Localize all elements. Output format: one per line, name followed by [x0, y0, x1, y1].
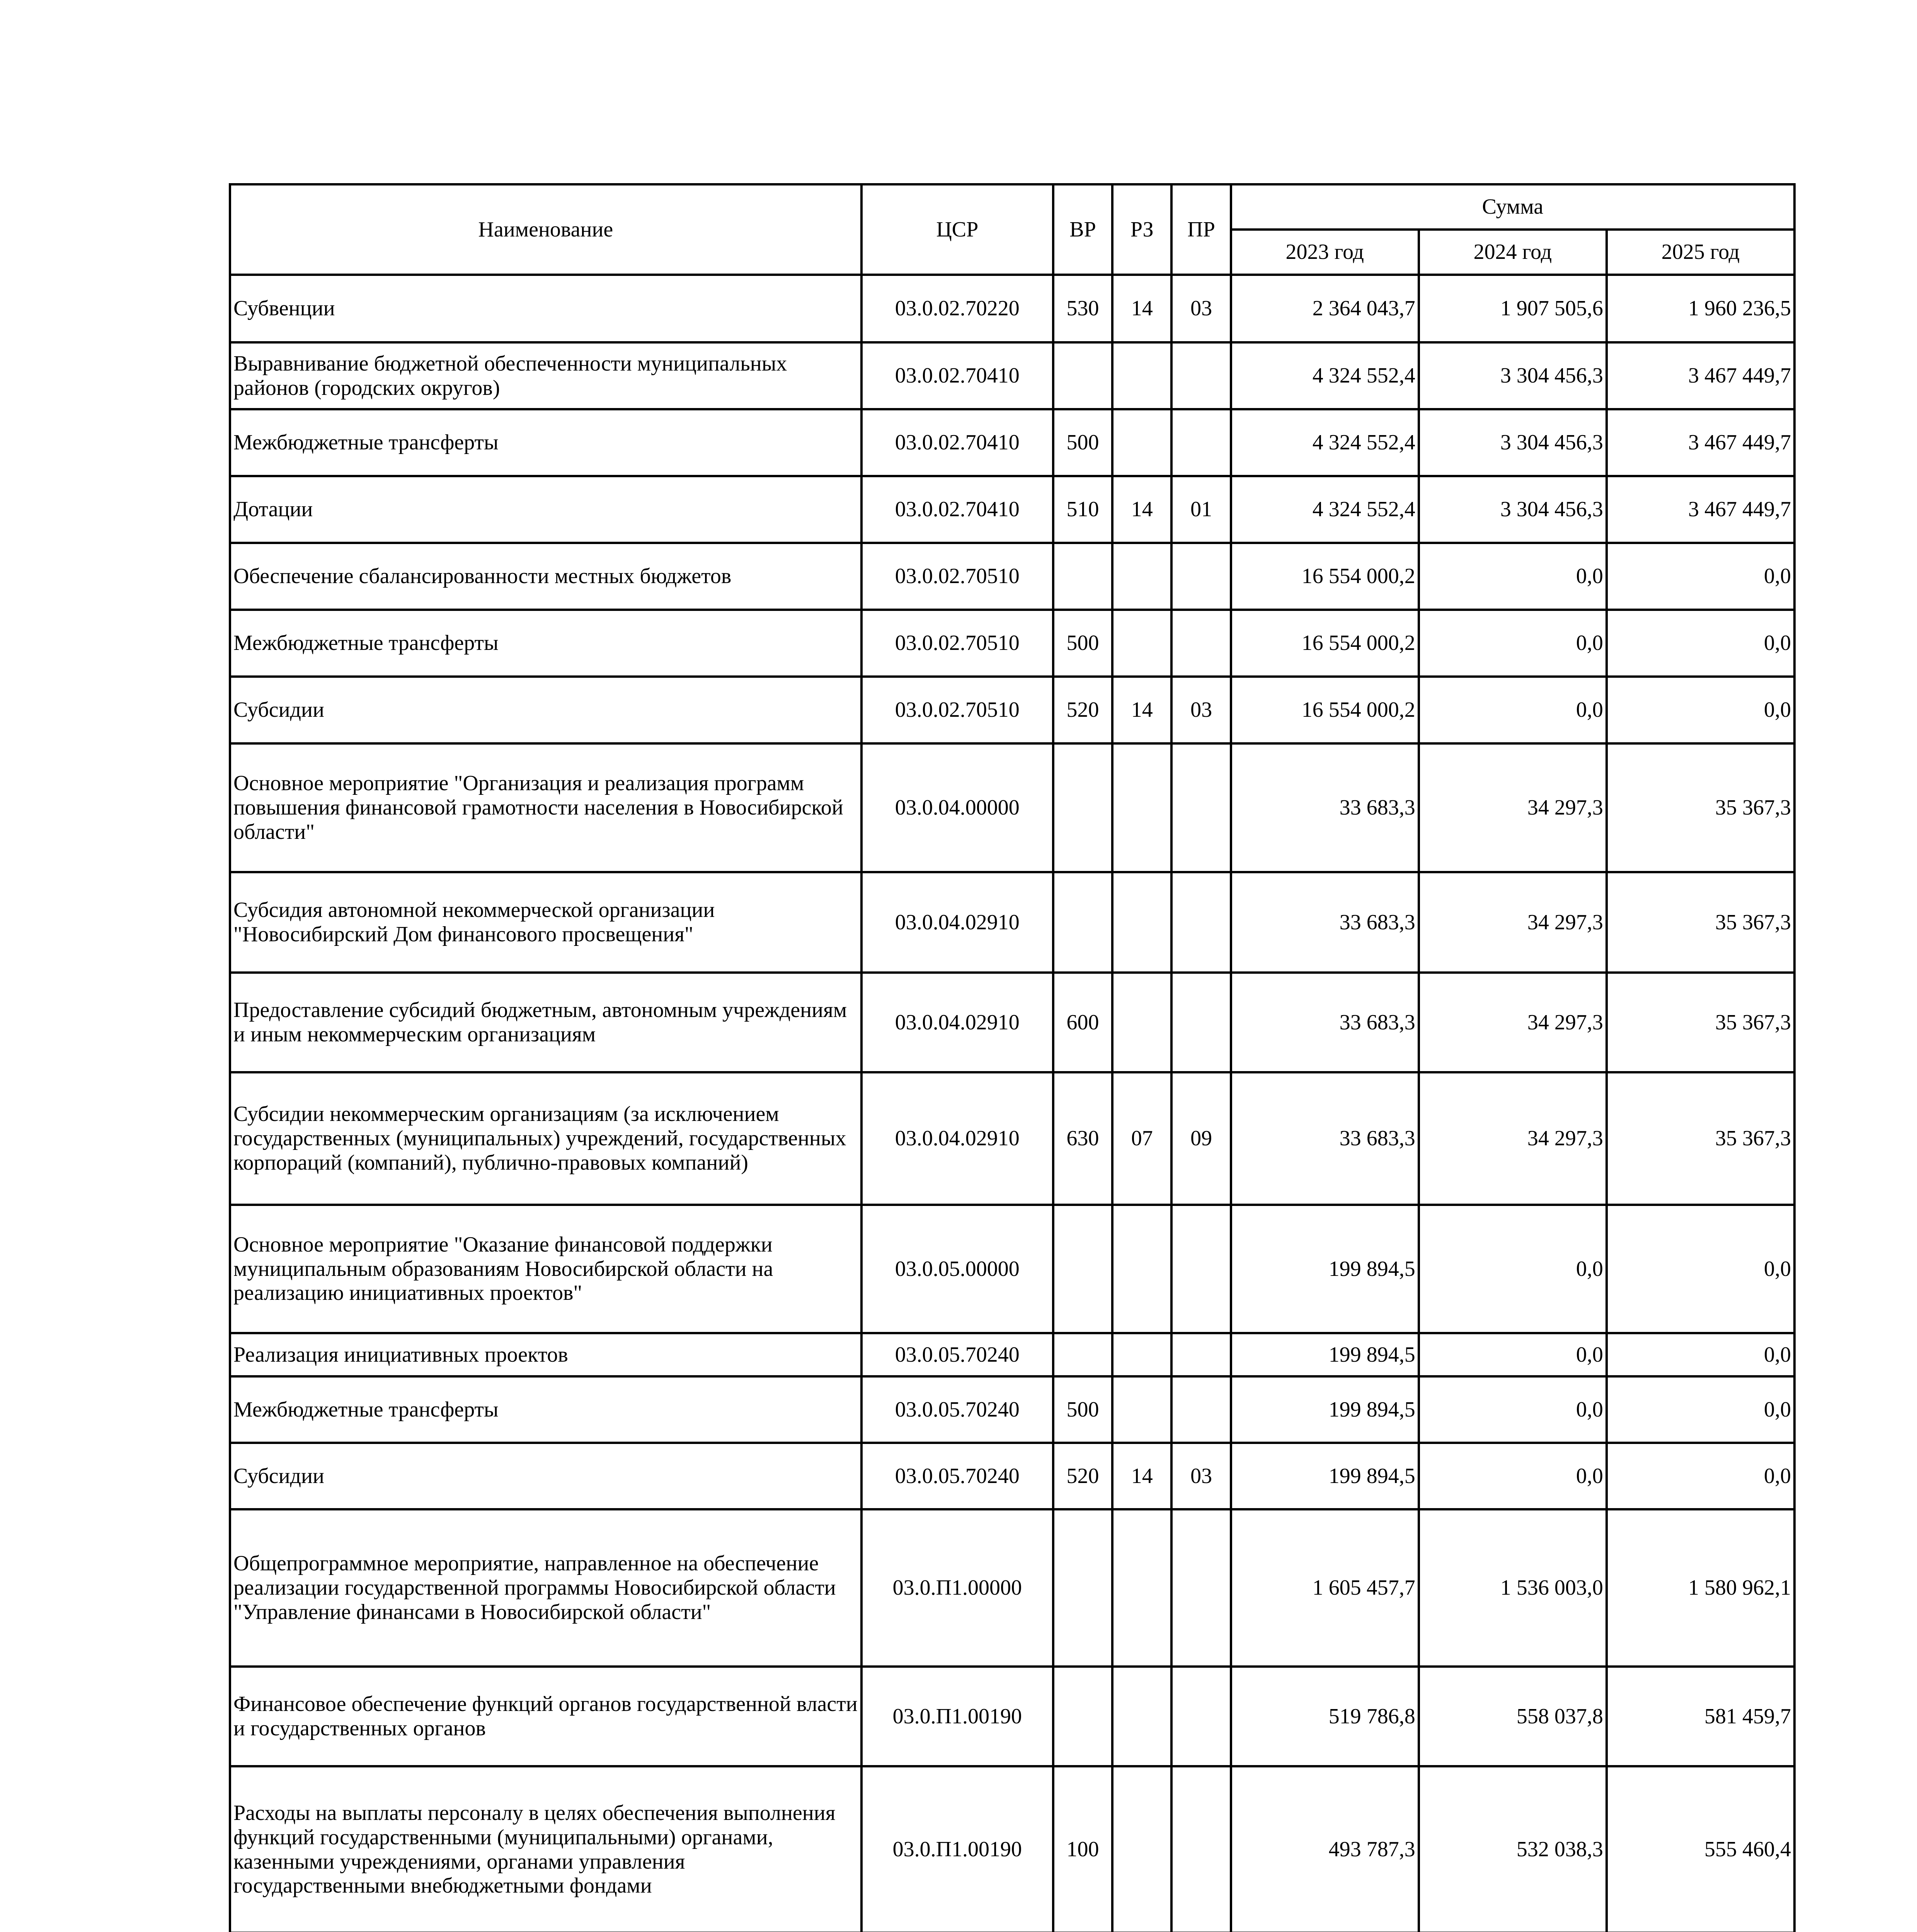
row-sum-2025: 0,0	[1607, 1443, 1794, 1509]
header-pr: ПР	[1171, 184, 1231, 275]
row-pr	[1171, 409, 1231, 476]
row-pr	[1171, 1667, 1231, 1766]
row-vr: 630	[1053, 1072, 1112, 1205]
table-row	[230, 409, 1794, 476]
row-rz	[1112, 543, 1171, 610]
row-sum-2023: 33 683,3	[1231, 1072, 1419, 1205]
row-name: Дотации	[230, 476, 861, 543]
row-sum-2025: 555 460,4	[1607, 1766, 1794, 1932]
row-sum-2024: 3 304 456,3	[1419, 409, 1607, 476]
table-row	[230, 1333, 1794, 1376]
header-year-2023: 2023 год	[1231, 230, 1419, 275]
row-sum-2024: 3 304 456,3	[1419, 476, 1607, 543]
row-pr	[1171, 1205, 1231, 1333]
row-sum-2023: 4 324 552,4	[1231, 476, 1419, 543]
row-sum-2025: 0,0	[1607, 1205, 1794, 1333]
table-row	[230, 872, 1794, 973]
table-row	[230, 610, 1794, 677]
row-name: Предоставление субсидий бюджетным, автономным учреждениям и иным некоммерческим организациям	[230, 973, 861, 1072]
row-sum-2023: 199 894,5	[1231, 1205, 1419, 1333]
row-sum-2023: 16 554 000,2	[1231, 677, 1419, 743]
table-row	[230, 476, 1794, 543]
table-body	[230, 275, 1794, 1932]
row-vr: 530	[1053, 275, 1112, 342]
row-sum-2025: 35 367,3	[1607, 872, 1794, 973]
row-sum-2025: 581 459,7	[1607, 1667, 1794, 1766]
row-pr: 03	[1171, 677, 1231, 743]
row-csr: 03.0.П1.00190	[861, 1667, 1053, 1766]
row-name: Выравнивание бюджетной обеспеченности муниципальных районов (городских округов)	[230, 342, 861, 409]
row-vr	[1053, 872, 1112, 973]
row-csr: 03.0.02.70410	[861, 409, 1053, 476]
row-sum-2024: 532 038,3	[1419, 1766, 1607, 1932]
row-name: Межбюджетные трансферты	[230, 409, 861, 476]
row-vr: 500	[1053, 1376, 1112, 1443]
row-vr: 510	[1053, 476, 1112, 543]
row-vr: 500	[1053, 409, 1112, 476]
table-row	[230, 677, 1794, 743]
row-csr: 03.0.02.70220	[861, 275, 1053, 342]
row-name: Межбюджетные трансферты	[230, 610, 861, 677]
header-year-2024: 2024 год	[1419, 230, 1607, 275]
row-pr	[1171, 1376, 1231, 1443]
row-name: Расходы на выплаты персоналу в целях обеспечения выполнения функций государственными (муниципальными) органами, казенными учреждениями, органами управления государственными внебюджетными фондами	[230, 1766, 861, 1932]
row-rz	[1112, 1509, 1171, 1667]
header-year-2025: 2025 год	[1607, 230, 1794, 275]
row-csr: 03.0.02.70510	[861, 610, 1053, 677]
row-csr: 03.0.05.70240	[861, 1333, 1053, 1376]
table-row	[230, 1205, 1794, 1333]
row-sum-2024: 1 536 003,0	[1419, 1509, 1607, 1667]
row-name: Субвенции	[230, 275, 861, 342]
row-sum-2023: 33 683,3	[1231, 743, 1419, 872]
table-row	[230, 275, 1794, 342]
row-rz: 14	[1112, 1443, 1171, 1509]
row-vr: 600	[1053, 973, 1112, 1072]
row-rz: 14	[1112, 677, 1171, 743]
row-pr: 03	[1171, 1443, 1231, 1509]
row-sum-2024: 34 297,3	[1419, 973, 1607, 1072]
row-sum-2023: 16 554 000,2	[1231, 610, 1419, 677]
header-sum: Сумма	[1231, 184, 1794, 230]
row-vr	[1053, 743, 1112, 872]
row-sum-2025: 3 467 449,7	[1607, 476, 1794, 543]
row-pr	[1171, 872, 1231, 973]
row-csr: 03.0.04.02910	[861, 1072, 1053, 1205]
row-vr	[1053, 1333, 1112, 1376]
row-rz: 14	[1112, 275, 1171, 342]
header-rz: РЗ	[1112, 184, 1171, 275]
row-csr: 03.0.05.00000	[861, 1205, 1053, 1333]
row-rz	[1112, 1667, 1171, 1766]
row-vr: 500	[1053, 610, 1112, 677]
row-name: Субсидии	[230, 1443, 861, 1509]
row-rz: 14	[1112, 476, 1171, 543]
row-sum-2024: 34 297,3	[1419, 1072, 1607, 1205]
row-rz	[1112, 1333, 1171, 1376]
row-csr: 03.0.04.00000	[861, 743, 1053, 872]
row-sum-2023: 4 324 552,4	[1231, 409, 1419, 476]
row-vr	[1053, 543, 1112, 610]
row-vr	[1053, 1509, 1112, 1667]
row-sum-2023: 199 894,5	[1231, 1443, 1419, 1509]
row-name: Основное мероприятие "Оказание финансовой поддержки муниципальным образованиям Новосибирской области на реализацию инициативных проектов"	[230, 1205, 861, 1333]
table-row	[230, 743, 1794, 872]
row-csr: 03.0.02.70410	[861, 342, 1053, 409]
row-sum-2025: 0,0	[1607, 1333, 1794, 1376]
row-sum-2024: 0,0	[1419, 1333, 1607, 1376]
row-rz	[1112, 409, 1171, 476]
row-csr: 03.0.02.70410	[861, 476, 1053, 543]
row-rz	[1112, 872, 1171, 973]
row-sum-2023: 2 364 043,7	[1231, 275, 1419, 342]
row-sum-2024: 0,0	[1419, 1376, 1607, 1443]
row-name: Общепрограммное мероприятие, направленное на обеспечение реализации государственной программы Новосибирской области "Управление финансами в Новосибирской области"	[230, 1509, 861, 1667]
row-pr	[1171, 1509, 1231, 1667]
row-name: Субсидии	[230, 677, 861, 743]
row-vr	[1053, 1667, 1112, 1766]
row-pr	[1171, 1333, 1231, 1376]
row-sum-2025: 0,0	[1607, 610, 1794, 677]
row-sum-2024: 34 297,3	[1419, 743, 1607, 872]
row-sum-2023: 519 786,8	[1231, 1667, 1419, 1766]
row-sum-2023: 33 683,3	[1231, 973, 1419, 1072]
row-sum-2025: 3 467 449,7	[1607, 342, 1794, 409]
row-sum-2024: 558 037,8	[1419, 1667, 1607, 1766]
row-sum-2024: 0,0	[1419, 677, 1607, 743]
row-vr	[1053, 1205, 1112, 1333]
row-sum-2024: 34 297,3	[1419, 872, 1607, 973]
row-sum-2025: 35 367,3	[1607, 973, 1794, 1072]
row-sum-2024: 0,0	[1419, 1205, 1607, 1333]
table-row	[230, 1443, 1794, 1509]
row-pr	[1171, 973, 1231, 1072]
row-name: Субсидии некоммерческим организациям (за исключением государственных (муниципальных) учреждений, государственных корпораций (компаний), публично-правовых компаний)	[230, 1072, 861, 1205]
row-csr: 03.0.02.70510	[861, 543, 1053, 610]
row-sum-2023: 199 894,5	[1231, 1333, 1419, 1376]
table-row	[230, 1509, 1794, 1667]
table-row	[230, 543, 1794, 610]
row-rz	[1112, 1766, 1171, 1932]
row-csr: 03.0.04.02910	[861, 872, 1053, 973]
row-csr: 03.0.05.70240	[861, 1376, 1053, 1443]
row-csr: 03.0.П1.00190	[861, 1766, 1053, 1932]
table-row	[230, 1766, 1794, 1932]
row-vr: 100	[1053, 1766, 1112, 1932]
row-sum-2023: 199 894,5	[1231, 1376, 1419, 1443]
row-pr: 09	[1171, 1072, 1231, 1205]
row-rz	[1112, 342, 1171, 409]
row-pr	[1171, 610, 1231, 677]
row-sum-2023: 493 787,3	[1231, 1766, 1419, 1932]
row-pr: 01	[1171, 476, 1231, 543]
header-name: Наименование	[230, 184, 861, 275]
row-vr	[1053, 342, 1112, 409]
row-name: Реализация инициативных проектов	[230, 1333, 861, 1376]
row-pr	[1171, 543, 1231, 610]
row-csr: 03.0.02.70510	[861, 677, 1053, 743]
row-sum-2023: 33 683,3	[1231, 872, 1419, 973]
row-pr: 03	[1171, 275, 1231, 342]
row-pr	[1171, 1766, 1231, 1932]
row-csr: 03.0.05.70240	[861, 1443, 1053, 1509]
row-csr: 03.0.П1.00000	[861, 1509, 1053, 1667]
row-sum-2025: 0,0	[1607, 677, 1794, 743]
row-sum-2023: 1 605 457,7	[1231, 1509, 1419, 1667]
row-sum-2025: 35 367,3	[1607, 743, 1794, 872]
row-sum-2025: 1 960 236,5	[1607, 275, 1794, 342]
row-csr: 03.0.04.02910	[861, 973, 1053, 1072]
row-pr	[1171, 743, 1231, 872]
row-sum-2024: 0,0	[1419, 610, 1607, 677]
row-sum-2024: 3 304 456,3	[1419, 342, 1607, 409]
row-vr: 520	[1053, 1443, 1112, 1509]
row-sum-2024: 1 907 505,6	[1419, 275, 1607, 342]
row-pr	[1171, 342, 1231, 409]
row-rz	[1112, 610, 1171, 677]
row-sum-2023: 4 324 552,4	[1231, 342, 1419, 409]
row-name: Обеспечение сбалансированности местных бюджетов	[230, 543, 861, 610]
row-rz	[1112, 743, 1171, 872]
table-row	[230, 1667, 1794, 1766]
row-name: Финансовое обеспечение функций органов государственной власти и государственных органов	[230, 1667, 861, 1766]
row-sum-2023: 16 554 000,2	[1231, 543, 1419, 610]
row-sum-2024: 0,0	[1419, 543, 1607, 610]
row-rz	[1112, 1376, 1171, 1443]
table-row	[230, 973, 1794, 1072]
row-vr: 520	[1053, 677, 1112, 743]
row-sum-2025: 1 580 962,1	[1607, 1509, 1794, 1667]
table-row	[230, 342, 1794, 409]
row-name: Основное мероприятие "Организация и реализация программ повышения финансовой грамотности населения в Новосибирской области"	[230, 743, 861, 872]
row-rz	[1112, 1205, 1171, 1333]
table-row	[230, 1072, 1794, 1205]
row-name: Субсидия автономной некоммерческой организации "Новосибирский Дом финансового просвещения"	[230, 872, 861, 973]
header-vr: ВР	[1053, 184, 1112, 275]
header-csr: ЦСР	[861, 184, 1053, 275]
row-name: Межбюджетные трансферты	[230, 1376, 861, 1443]
row-sum-2025: 35 367,3	[1607, 1072, 1794, 1205]
row-rz: 07	[1112, 1072, 1171, 1205]
row-sum-2024: 0,0	[1419, 1443, 1607, 1509]
row-sum-2025: 0,0	[1607, 543, 1794, 610]
table-row	[230, 1376, 1794, 1443]
row-sum-2025: 0,0	[1607, 1376, 1794, 1443]
row-rz	[1112, 973, 1171, 1072]
budget-table	[229, 183, 1796, 1932]
row-sum-2025: 3 467 449,7	[1607, 409, 1794, 476]
